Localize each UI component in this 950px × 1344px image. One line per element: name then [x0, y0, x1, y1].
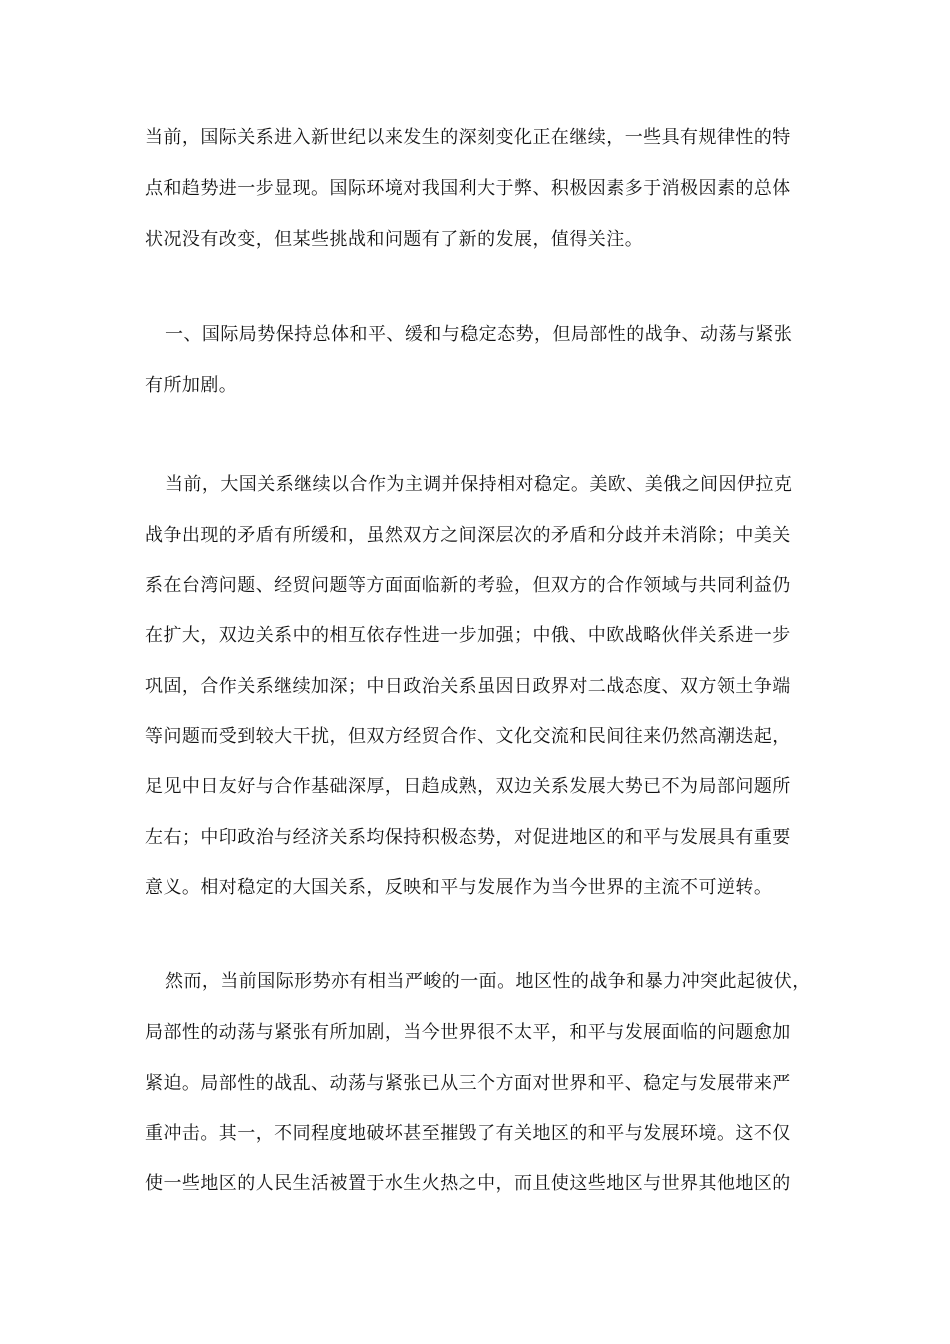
- paragraph-4-line-5: 使一些地区的人民生活被置于水生火热之中，而且使这些地区与世界其他地区的: [145, 1173, 791, 1194]
- paragraph-3-line-2: 战争出现的矛盾有所缓和，虽然双方之间深层次的矛盾和分歧并未消除；中美关: [145, 525, 791, 546]
- paragraph-3-line-4: 在扩大，双边关系中的相互依存性进一步加强；中俄、中欧战略伙伴关系进一步: [145, 625, 791, 646]
- section-heading-line-1: 一、国际局势保持总体和平、缓和与稳定态势，但局部性的战争、动荡与紧张: [165, 324, 793, 345]
- paragraph-1-line-1: 当前，国际关系进入新世纪以来发生的深刻变化正在继续，一些具有规律性的特: [145, 127, 791, 148]
- paragraph-4-line-4: 重冲击。其一，不同程度地破坏甚至摧毁了有关地区的和平与发展环境。这不仅: [145, 1123, 791, 1144]
- paragraph-3-line-6: 等问题而受到较大干扰，但双方经贸合作、文化交流和民间往来仍然高潮迭起，: [145, 726, 791, 747]
- paragraph-4-line-1: 然而，当前国际形势亦有相当严峻的一面。地区性的战争和暴力冲突此起彼伏，: [165, 971, 811, 992]
- paragraph-3-line-7: 足见中日友好与合作基础深厚，日趋成熟，双边关系发展大势已不为局部问题所: [145, 776, 791, 797]
- paragraph-3-line-1: 当前，大国关系继续以合作为主调并保持相对稳定。美欧、美俄之间因伊拉克: [165, 474, 793, 495]
- paragraph-1-line-2: 点和趋势进一步显现。国际环境对我国利大于弊、积极因素多于消极因素的总体: [145, 178, 791, 199]
- section-heading-line-2: 有所加剧。: [145, 375, 238, 396]
- paragraph-4-line-2: 局部性的动荡与紧张有所加剧，当今世界很不太平，和平与发展面临的问题愈加: [145, 1022, 791, 1043]
- paragraph-3-line-8: 左右；中印政治与经济关系均保持积极态势，对促进地区的和平与发展具有重要: [145, 827, 791, 848]
- paragraph-3-line-3: 系在台湾问题、经贸问题等方面面临新的考验，但双方的合作领域与共同利益仍: [145, 575, 791, 596]
- paragraph-3-line-9: 意义。相对稳定的大国关系，反映和平与发展作为当今世界的主流不可逆转。: [145, 877, 773, 898]
- paragraph-1-line-3: 状况没有改变，但某些挑战和问题有了新的发展，值得关注。: [145, 229, 644, 250]
- paragraph-3-line-5: 巩固，合作关系继续加深；中日政治关系虽因日政界对二战态度、双方领土争端: [145, 676, 791, 697]
- paragraph-4-line-3: 紧迫。局部性的战乱、动荡与紧张已从三个方面对世界和平、稳定与发展带来严: [145, 1073, 791, 1094]
